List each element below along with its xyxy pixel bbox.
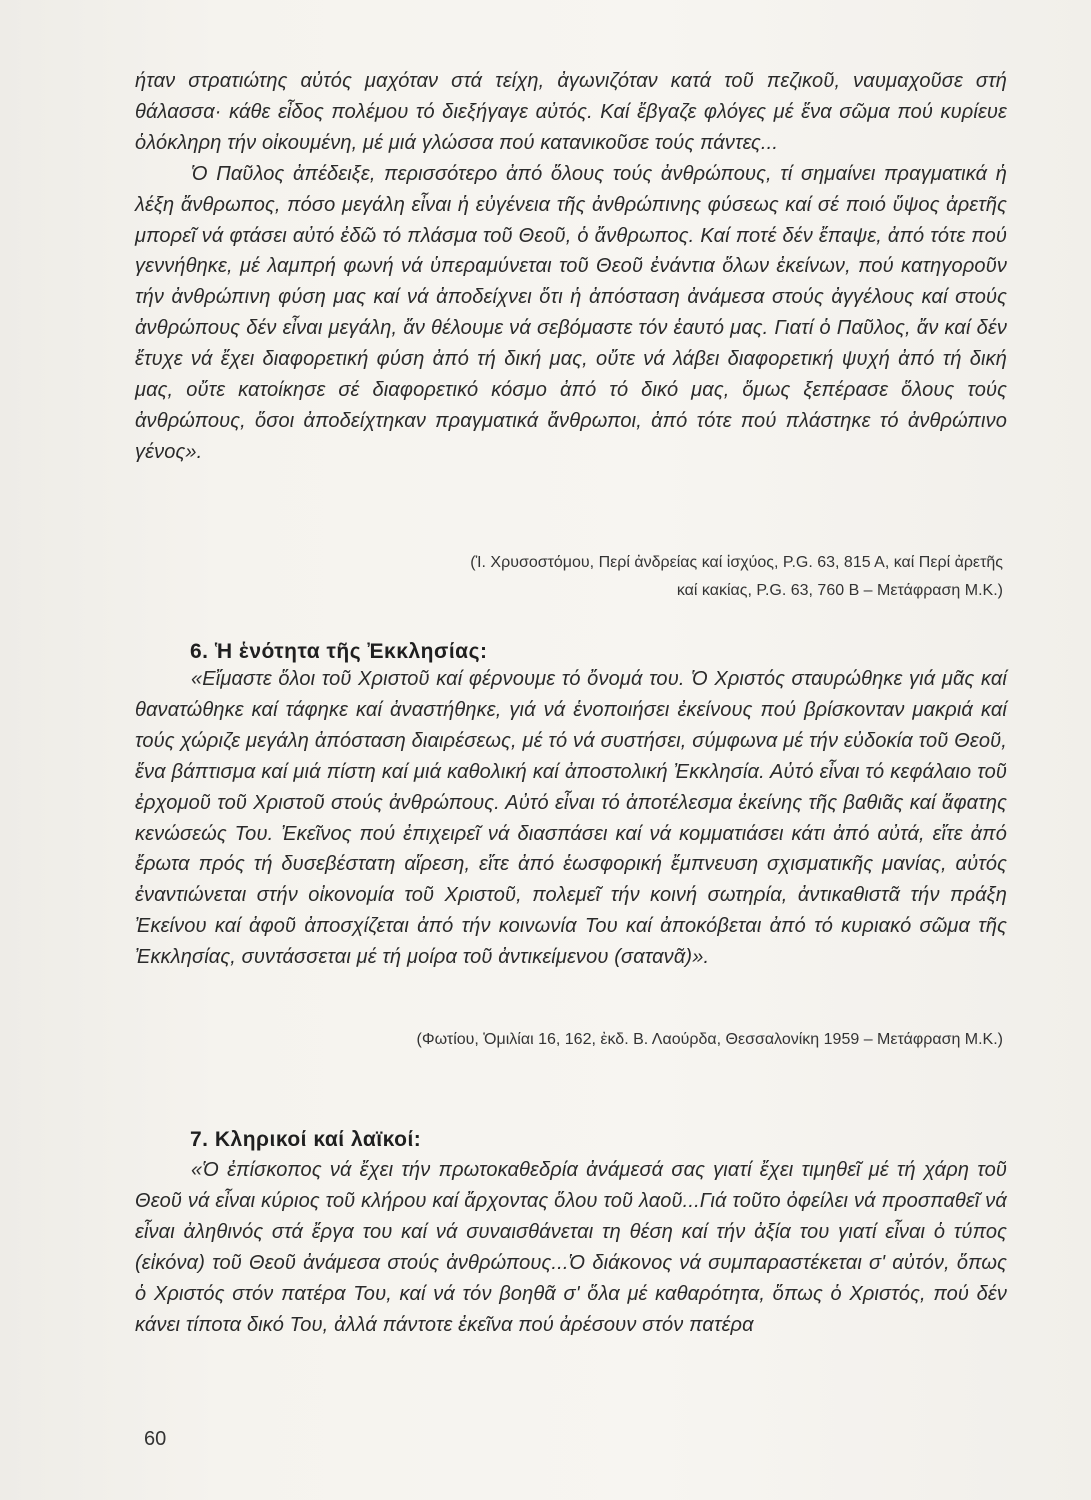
continuation-text [135, 66, 1007, 468]
section-6-text [135, 664, 1007, 973]
paragraph: ήταν στρατιώτης αὐτός μαχόταν στά τείχη, ἀγωνιζόταν κατά τοῦ πεζικοῦ, ναυμαχοῦσε στή θάλασσα· κάθε εἶδος πολέμου τό διεξήγαγε αὐτός. Καί ἔβγαζε φλόγες μέ ἕνα σῶμα πού κυρίευε ὁλόκληρη τήν οἰκουμένη, μέ μιά γλώσσα πού κατανικοῦσε τούς πάντες... [135, 70, 1007, 154]
paragraph: Ὁ Παῦλος ἀπέδειξε, περισσότερο ἀπό ὅλους τούς ἀνθρώπους, τί σημαίνει πραγματικά ἡ λέξη ἄνθρωπος, πόσο μεγάλη εἶναι ἡ εὐγένεια τῆς ἀνθρώπινης φύσεως καί σέ ποιό ὕψος ἀρετῆς μπορεῖ νά φτάσει αὐτό ἐδῶ τό πλάσμα τοῦ Θεοῦ, ὁ ἄνθρωπος. Καί ποτέ δέν ἔπαψε, ἀπό τότε πού γεννήθηκε, μέ λαμπρή φωνή νά ὑπεραμύνεται τοῦ Θεοῦ ἐνάντια ὅλων ἐκείνων, πού κατηγοροῦν τήν ἀνθρώπινη φύση μας καί νά ἀποδείχνει ὅτι ἡ ἀπόσταση ἀνάμεσα στούς ἀγγέλους καί στούς ἀνθρώπους δέν εἶναι μεγάλη, ἄν θέλουμε νά σεβόμαστε τόν ἑαυτό μας. Γιατί ὁ Παῦλος, ἄν καί δέν ἔτυχε νά ἔχει διαφορετική φύση ἀπό τή δική μας, οὔτε νά λάβει διαφορετική ψυχή ἀπό τή δική μας, οὔτε κατοίκησε σέ διαφορετικό κόσμο ἀπό τό δικό μας, ὅμως ξεπέρασε ὅλους τούς ἀνθρώπους, ὅσοι ἀποδείχτηκαν πραγματικά ἄνθρωποι, ἀπό τότε πού πλάστηκε τό ἀνθρώπινο γένος». [135, 162, 1007, 463]
citation-line: καί κακίας, P.G. 63, 760 B – Μετάφραση Μ.Κ.) [676, 582, 1003, 599]
section-7-text [135, 1155, 1007, 1340]
section-heading-6: 6. Ἡ ἑνότητα τῆς Ἐκκλησίας: [190, 640, 488, 663]
citation-line: (Ἰ. Χρυσοστόμου, Περί ἀνδρείας καί ἰσχύος, P.G. 63, 815 A, καί Περί ἀρετῆς [470, 554, 1003, 571]
section-heading-7: 7. Κληρικοί καί λαϊκοί: [190, 1128, 422, 1151]
page-number: 60 [144, 1428, 167, 1450]
paragraph: «Ὁ ἐπίσκοπος νά ἔχει τήν πρωτοκαθεδρία ἀνάμεσά σας γιατί ἔχει τιμηθεῖ μέ τή χάρη τοῦ Θεοῦ νά εἶναι κύριος τοῦ κλήρου καί ἄρχοντας ὅλου τοῦ λαοῦ...Γιά τοῦτο ὀφείλει νά προσπαθεῖ νά εἶναι ἀληθινός στά ἔργα του καί νά συναισθάνεται τη θέση καί τήν ἀξία του γιατί εἶναι ὁ τύπος (εἰκόνα) τοῦ Θεοῦ ἀνάμεσα στούς ἀνθρώπους...Ὁ διάκονος νά συμπαραστέκεται σ' αὐτόν, ὅπως ὁ Χριστός στόν πατέρα Του, καί νά τόν βοηθᾶ σ' ὅλα μέ καθαρότητα, ὅπως ὁ Χριστός, πού δέν κάνει τίποτα δικό Του, ἀλλά πάντοτε ἐκεῖνα πού ἀρέσουν στόν πατέρα [135, 1159, 1007, 1336]
citation-chrysostom [470, 549, 1003, 605]
citation-photius: (Φωτίου, Ὁμιλίαι 16, 162, ἐκδ. Β. Λαούρδα, Θεσσαλονίκη 1959 – Μετάφραση Μ.Κ.) [416, 1031, 1003, 1048]
paragraph: «Εἴμαστε ὅλοι τοῦ Χριστοῦ καί φέρνουμε τό ὄνομά του. Ὁ Χριστός σταυρώθηκε γιά μᾶς καί θανατώθηκε καί τάφηκε καί ἀναστήθηκε, γιά νά ἑνοποιήσει ἐκείνους πού βρίσκονταν μακριά καί τούς χώριζε μεγάλη ἀπόσταση διαιρέσεως, μέ τό νά συστήσει, σύμφωνα μέ τήν εὐδοκία τοῦ Θεοῦ, ἕνα βάπτισμα καί μιά πίστη καί μιά καθολική καί ἀποστολική Ἐκκλησία. Αὐτό εἶναι τό κεφάλαιο τοῦ ἐρχομοῦ τοῦ Χριστοῦ στούς ἀνθρώπους. Αὐτό εἶναι τό ἀποτέλεσμα ἐκείνης τῆς βαθιᾶς καί ἄφατης κενώσεώς Του. Ἐκεῖνος πού ἐπιχειρεῖ νά διασπάσει καί νά κομματιάσει κάτι ἀπό αὐτά, εἴτε ἀπό ἔρωτα πρός τή δυσεβέστατη αἵρεση, εἴτε ἀπό ἑωσφορική ἔμπνευση σχισματικῆς μανίας, αὐτός ἐναντιώνεται στήν οἰκονομία τοῦ Χριστοῦ, πολεμεῖ τήν κοινή σωτηρία, ἀντικαθιστᾶ τήν πράξη Ἐκείνου καί ἀφοῦ ἀποσχίζεται ἀπό τήν κοινωνία Του καί ἀποκόβεται ἀπό τό κυριακό σῶμα τῆς Ἐκκλησίας, συντάσσεται μέ τή μοίρα τοῦ ἀντικείμενου (σατανᾶ)». [135, 668, 1007, 969]
